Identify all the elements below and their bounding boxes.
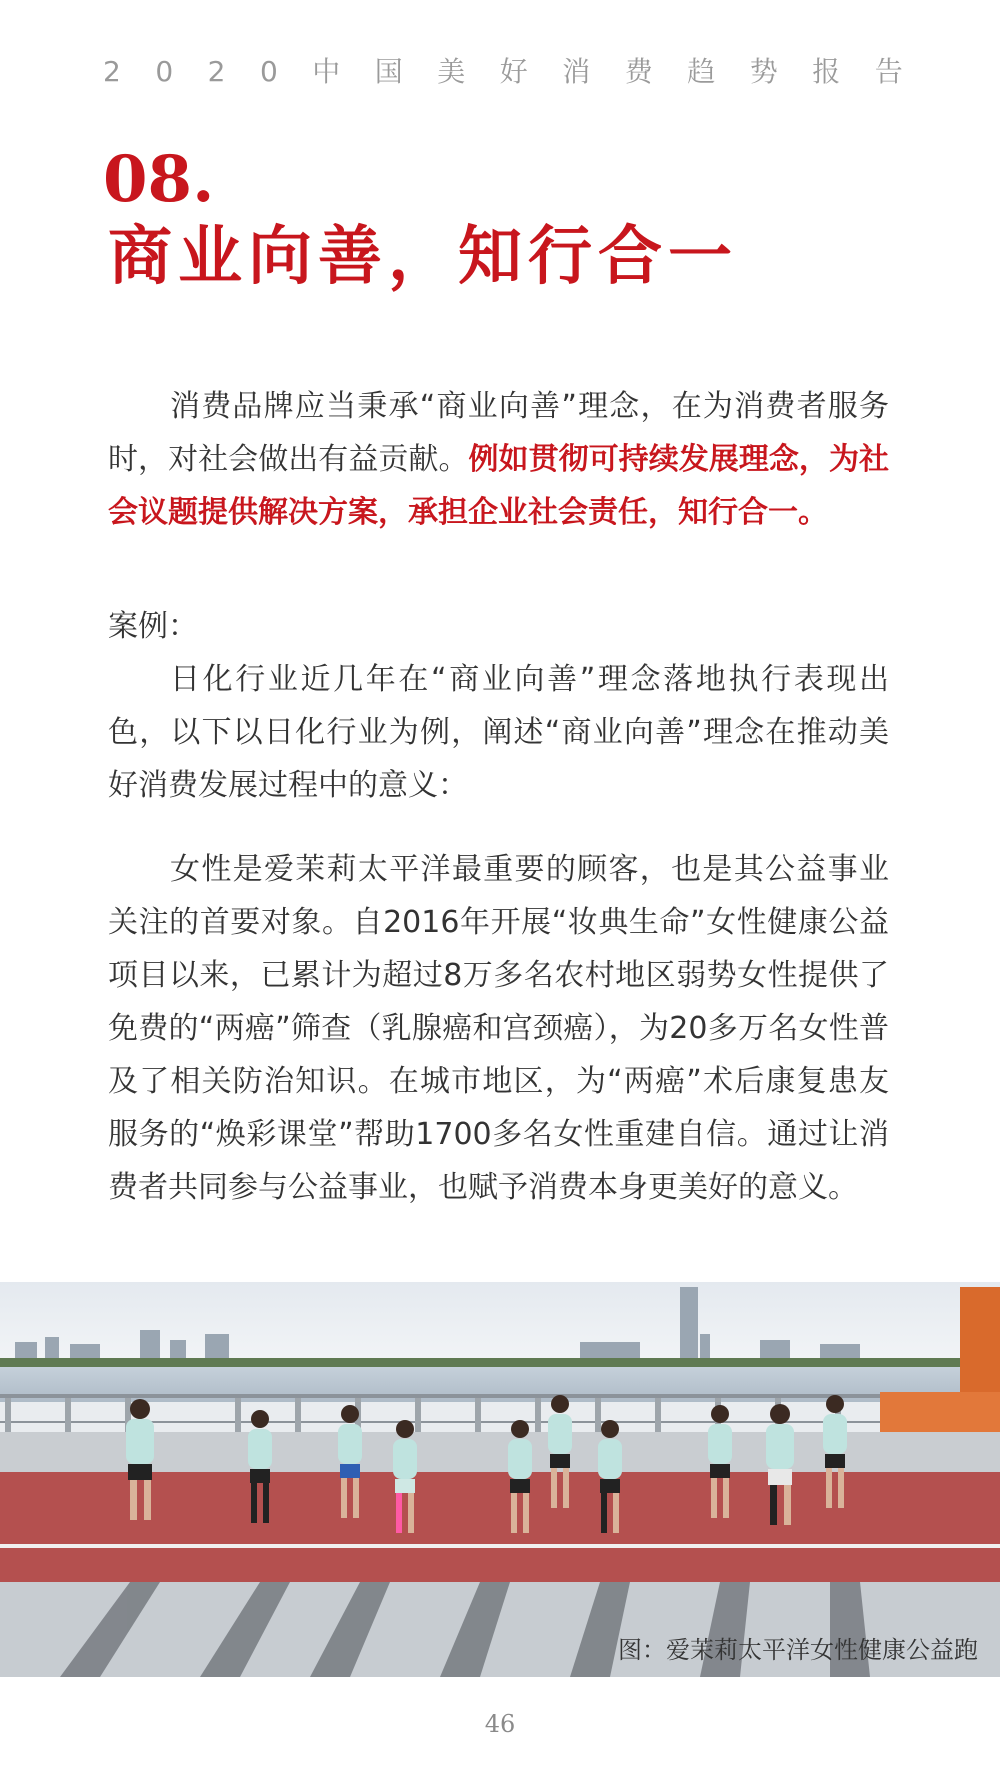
page-number: 46 bbox=[484, 1710, 516, 1738]
section-number: 08. bbox=[103, 142, 215, 217]
report-header: 2020中国美好消费趋势报告 bbox=[103, 55, 938, 88]
intro-highlight: 例如贯彻可持续发展理念，为社会议题提供解决方案，承担企业社会责任，知行合一。 bbox=[108, 442, 890, 530]
case-intro-paragraph: 日化行业近几年在“商业向善”理念落地执行表现出色，以下以日化行业为例，阐述“商业向善”理念在推动美好消费发展过程中的意义： bbox=[108, 662, 889, 803]
charity-run-photo bbox=[0, 1282, 1000, 1677]
intro-paragraph bbox=[108, 380, 889, 539]
section-title: 商业向善，知行合一 bbox=[108, 219, 738, 294]
photo-caption: 图：爱茉莉太平洋女性健康公益跑 bbox=[618, 1636, 978, 1664]
photo-illustration bbox=[0, 1282, 1000, 1677]
case-label: 案例： bbox=[108, 609, 198, 644]
case-body-paragraph: 女性是爱茉莉太平洋最重要的顾客，也是其公益事业关注的首要对象。自2016年开展“妆典生命”女性健康公益项目以来，已累计为超过8万多名农村地区弱势女性提供了免费的“两癌”筛查（乳腺癌和宫颈癌），为20多万名女性普及了相关防治知识。在城市地区，为“两癌”术后康复患友服务的“焕彩课堂”帮助1700多名女性重建自信。通过让消费者共同参与公益事业，也赋予消费本身更美好的意义。 bbox=[108, 852, 889, 1205]
intro-text: 消费品牌应当秉承“商业向善”理念，在为消费者服务时，对社会做出有益贡献。 bbox=[108, 389, 889, 477]
